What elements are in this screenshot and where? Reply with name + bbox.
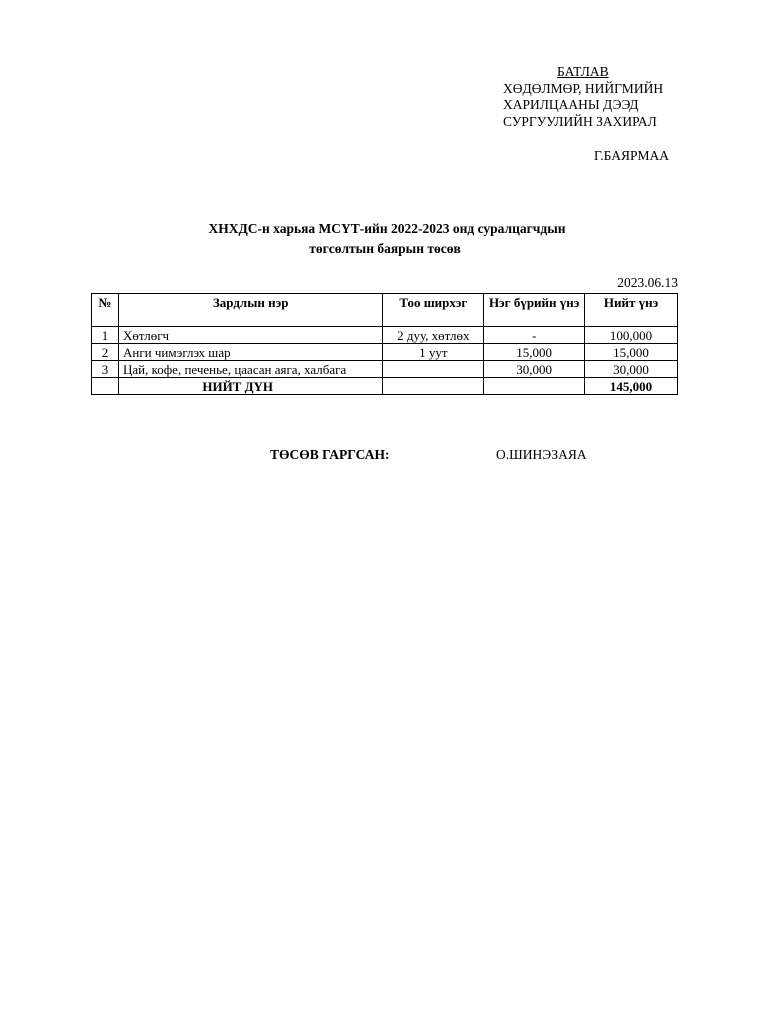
document-title [0,219,768,259]
title-line-1: ХНХДС-н харьяа МСҮТ-ийн 2022-2023 онд суралцагчдын [208,221,566,236]
approval-line: ХАРИЛЦААНЫ ДЭЭД [503,97,639,112]
cell-qty: 1 уут [383,344,484,361]
header-no: № [92,294,119,327]
total-label: НИЙТ ДҮН [118,378,382,395]
table-total-row [92,378,678,395]
cell-empty [383,378,484,395]
approval-line: СУРГУУЛИЙН ЗАХИРАЛ [503,113,657,129]
cell-unit-price: - [484,327,585,344]
approval-line: ХӨДӨЛМӨР, НИЙГМИЙН [503,80,664,96]
cell-qty [383,361,484,378]
approval-signatory: Г.БАЯРМАА [594,148,669,163]
cell-total: 30,000 [585,361,678,378]
budget-table [91,293,678,395]
table-row [92,361,678,378]
cell-no: 1 [92,327,119,344]
header-qty: Тоо ширхэг [383,294,484,327]
cell-total: 15,000 [585,344,678,361]
approval-block [503,64,669,165]
cell-qty: 2 дуу, хөтлөх [383,327,484,344]
prepared-by-label: ТӨСӨВ ГАРГСАН: [270,447,390,462]
header-unit-price: Нэг бүрийн үнэ [484,294,585,327]
document-date: 2023.06.13 [617,275,678,290]
prepared-by-name: О.ШИНЭЗАЯА [496,447,587,462]
cell-name: Цай, кофе, печенье, цаасан аяга, халбага [118,361,382,378]
table-row [92,344,678,361]
table-row [92,327,678,344]
cell-unit-price: 15,000 [484,344,585,361]
cell-total: 100,000 [585,327,678,344]
cell-unit-price: 30,000 [484,361,585,378]
cell-name: Хөтлөгч [118,327,382,344]
cell-empty [92,378,119,395]
header-name: Зардлын нэр [118,294,382,327]
cell-no: 3 [92,361,119,378]
approval-title: БАТЛАВ [557,64,609,79]
cell-empty [484,378,585,395]
grand-total: 145,000 [585,378,678,395]
title-line-2: төгсөлтын баярын төсөв [309,241,461,256]
cell-name: Анги чимэглэх шар [118,344,382,361]
cell-no: 2 [92,344,119,361]
table-header-row [92,294,678,327]
header-total: Нийт үнэ [585,294,678,327]
